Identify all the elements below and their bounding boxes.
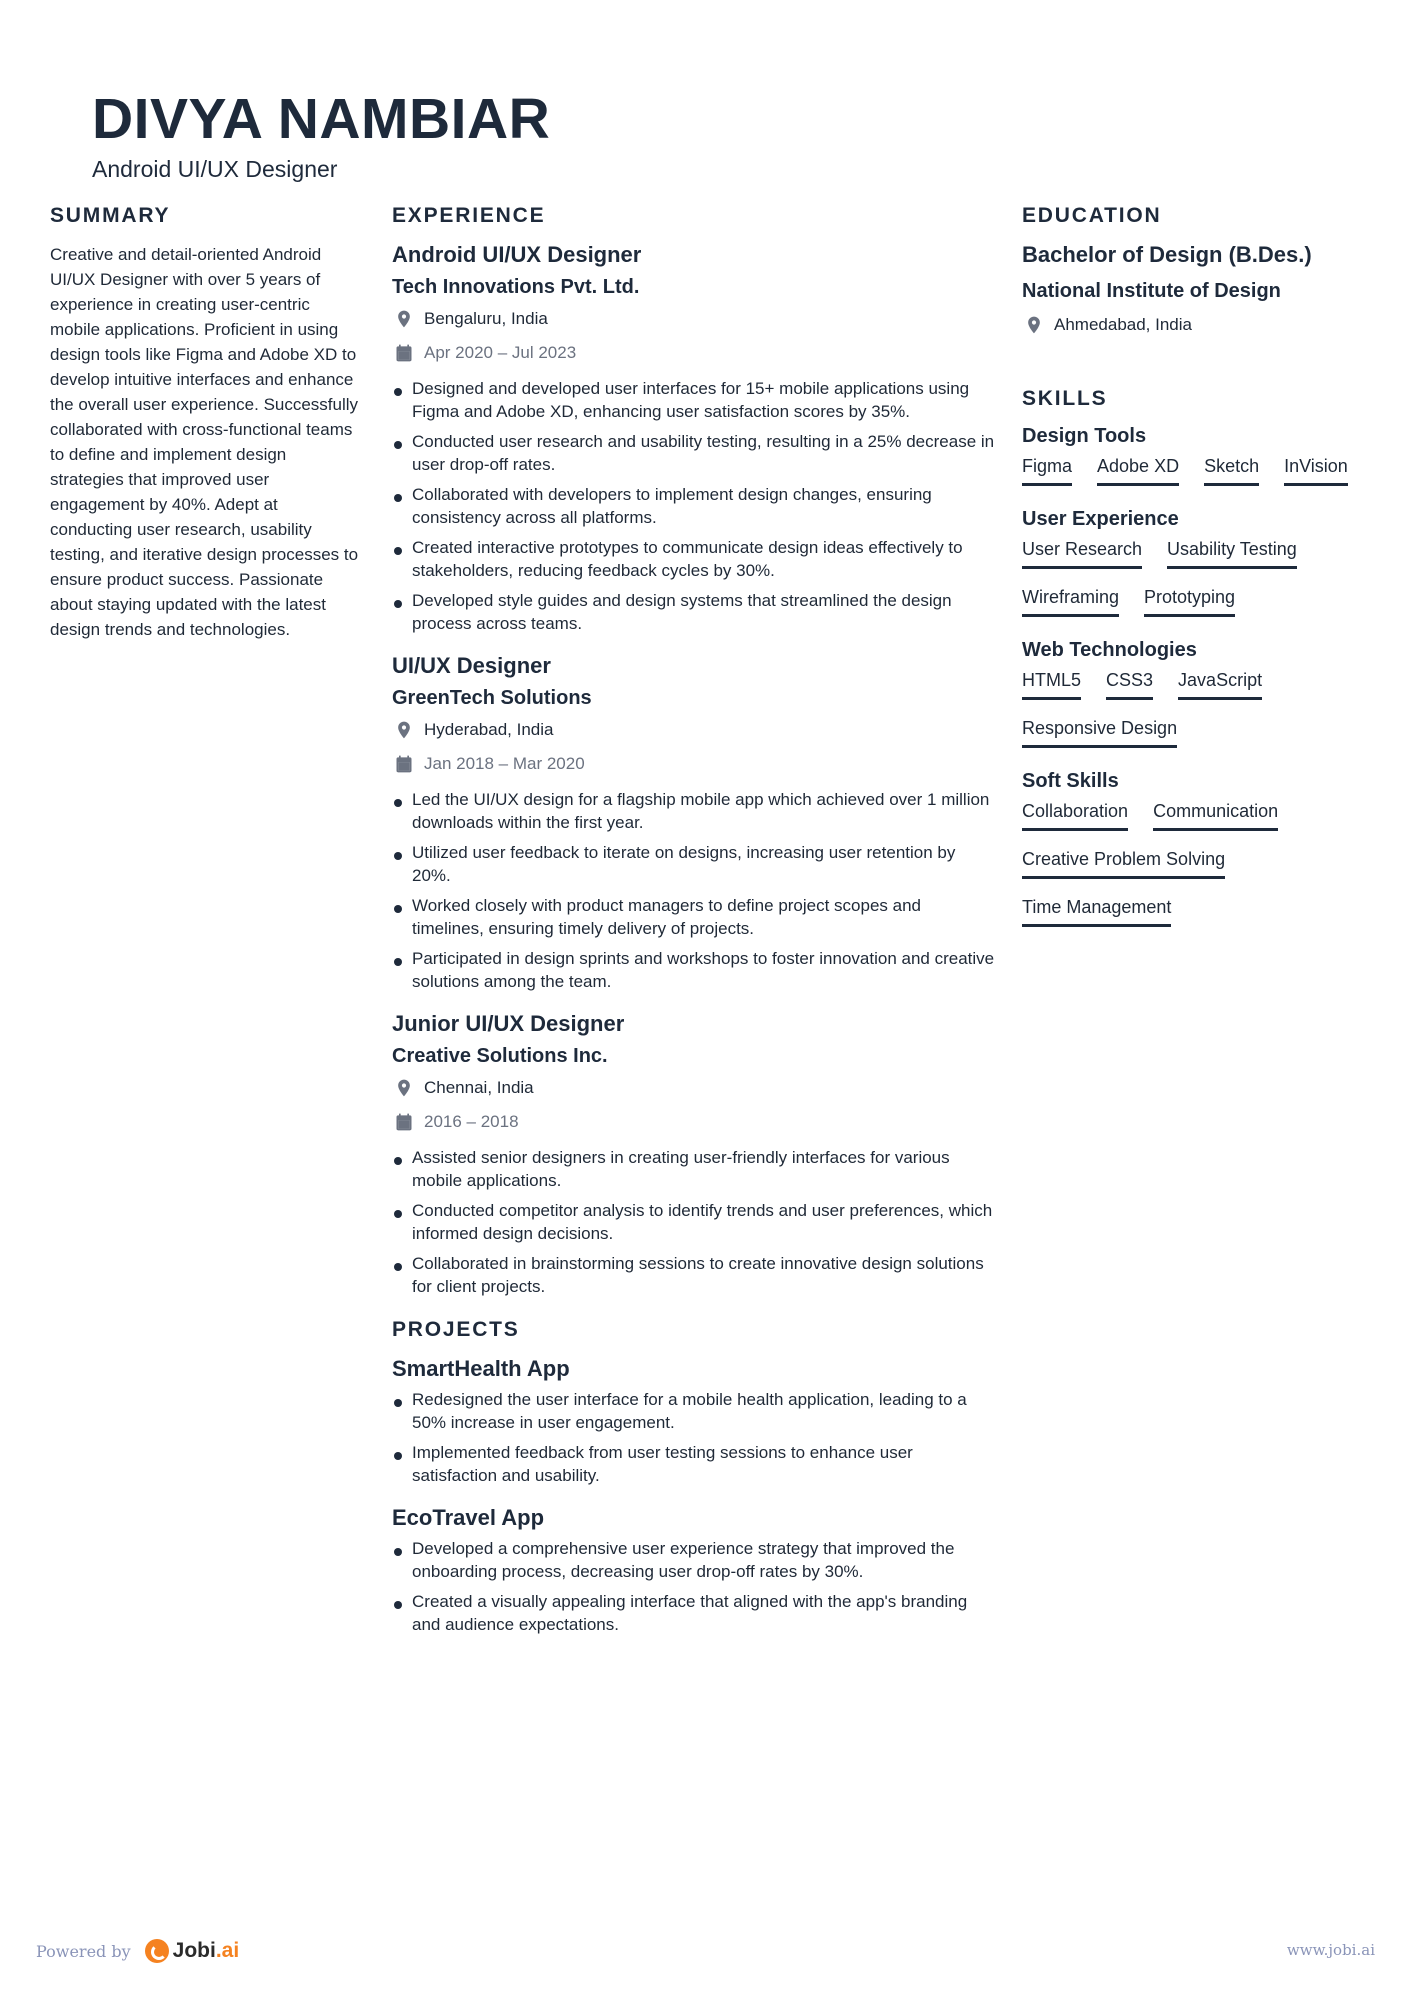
section-title-skills: SKILLS xyxy=(1022,387,1108,410)
job-bullets xyxy=(392,377,997,635)
education-skills-column xyxy=(1022,204,1372,949)
job-location-text: Hyderabad, India xyxy=(424,720,554,739)
skill-tag: Adobe XD xyxy=(1097,456,1179,486)
job-company: GreenTech Solutions xyxy=(392,687,592,709)
project-name: EcoTravel App xyxy=(392,1505,545,1530)
candidate-role: Android UI/UX Designer xyxy=(92,156,338,182)
skill-tag: Prototyping xyxy=(1144,587,1235,617)
job-dates xyxy=(392,1112,997,1132)
job-dates-text: Jan 2018 – Mar 2020 xyxy=(424,754,585,773)
job-bullet: Collaborated with developers to implement design changes, ensuring consistency across all platforms. xyxy=(392,483,997,529)
skill-tag: Communication xyxy=(1153,801,1278,831)
job-dates-text: Apr 2020 – Jul 2023 xyxy=(424,343,577,362)
job-bullet: Collaborated in brainstorming sessions to create innovative design solutions for client projects. xyxy=(392,1252,997,1298)
site-link[interactable]: www.jobi.ai xyxy=(1286,1941,1375,1959)
job-bullet: Participated in design sprints and workshops to foster innovation and creative solutions among the team. xyxy=(392,947,997,993)
skill-category: Web Technologies xyxy=(1022,639,1197,661)
skill-group xyxy=(1022,639,1372,748)
job-title: Junior UI/UX Designer xyxy=(392,1011,625,1036)
job-bullet: Conducted user research and usability testing, resulting in a 25% decrease in user drop-off rates. xyxy=(392,430,997,476)
education-school: National Institute of Design xyxy=(1022,280,1281,302)
job-bullet: Led the UI/UX design for a flagship mobile app which achieved over 1 million downloads within the first year. xyxy=(392,788,997,834)
calendar-icon xyxy=(394,343,414,363)
experience-item xyxy=(392,242,997,635)
candidate-name: DIVYA NAMBIAR xyxy=(92,87,551,151)
job-bullet: Developed style guides and design systems that streamlined the design process across teams. xyxy=(392,589,997,635)
project-bullets xyxy=(392,1388,997,1487)
jobi-logo-icon xyxy=(145,1939,169,1963)
job-bullet: Utilized user feedback to iterate on designs, increasing user retention by 20%. xyxy=(392,841,997,887)
job-location xyxy=(392,1078,997,1098)
projects-list xyxy=(392,1356,997,1636)
skill-category: User Experience xyxy=(1022,508,1179,530)
powered-by-text: Powered by xyxy=(36,1941,131,1961)
job-company: Tech Innovations Pvt. Ltd. xyxy=(392,276,640,298)
project-item xyxy=(392,1505,997,1636)
skill-tag: Responsive Design xyxy=(1022,718,1177,748)
skill-tag: Collaboration xyxy=(1022,801,1128,831)
skill-category: Soft Skills xyxy=(1022,770,1119,792)
job-bullet: Created interactive prototypes to communicate design ideas effectively to stakeholders, reducing feedback cycles by 30%. xyxy=(392,536,997,582)
logo-main-text: Jobi xyxy=(172,1939,216,1962)
job-dates xyxy=(392,754,997,774)
summary-text: Creative and detail-oriented Android UI/UX Designer with over 5 years of experience in creating user-centric mobile applications. Proficient in using design tools like Figma and Adobe XD to develop intuitive interfaces and enhance the overall user experience. Successfully collaborated with cross-functional teams to define and implement design strategies that improved user engagement by 40%. Adept at conducting user research, usability testing, and iterative design processes to ensure product success. Passionate about staying updated with the latest design trends and technologies. xyxy=(50,245,359,639)
project-item xyxy=(392,1356,997,1487)
skill-tag: Creative Problem Solving xyxy=(1022,849,1225,879)
job-bullet: Worked closely with product managers to define project scopes and timelines, ensuring timely delivery of projects. xyxy=(392,894,997,940)
skill-category: Design Tools xyxy=(1022,425,1147,447)
skill-tag: Wireframing xyxy=(1022,587,1119,617)
job-bullet: Assisted senior designers in creating user-friendly interfaces for various mobile applications. xyxy=(392,1146,997,1192)
experience-item xyxy=(392,653,997,993)
calendar-icon xyxy=(394,1112,414,1132)
skill-tag: Sketch xyxy=(1204,456,1259,486)
footer xyxy=(0,1935,1411,1995)
job-dates-text: 2016 – 2018 xyxy=(424,1112,519,1131)
calendar-icon xyxy=(394,754,414,774)
jobi-logo[interactable] xyxy=(145,1939,240,1963)
project-bullet: Redesigned the user interface for a mobile health application, leading to a 50% increase in user engagement. xyxy=(392,1388,997,1434)
job-title: Android UI/UX Designer xyxy=(392,242,642,267)
location-pin-icon xyxy=(1024,315,1044,335)
job-bullet: Designed and developed user interfaces for 15+ mobile applications using Figma and Adobe XD, enhancing user satisfaction scores by 35%. xyxy=(392,377,997,423)
skill-group xyxy=(1022,425,1372,486)
powered-by xyxy=(36,1939,239,1963)
summary-section xyxy=(50,204,360,642)
resume-header xyxy=(92,86,550,183)
job-bullets xyxy=(392,788,997,993)
education-location-text: Ahmedabad, India xyxy=(1054,315,1192,334)
skill-tag: HTML5 xyxy=(1022,670,1081,700)
skills-list xyxy=(1022,425,1372,927)
skill-tag: CSS3 xyxy=(1106,670,1153,700)
education-location xyxy=(1022,315,1372,335)
section-title-education: EDUCATION xyxy=(1022,204,1162,227)
section-title-summary: SUMMARY xyxy=(50,204,171,227)
experience-column xyxy=(392,204,997,1654)
project-bullets xyxy=(392,1537,997,1636)
job-company: Creative Solutions Inc. xyxy=(392,1045,608,1067)
location-pin-icon xyxy=(394,1078,414,1098)
section-title-projects: PROJECTS xyxy=(392,1318,520,1341)
experience-item xyxy=(392,1011,997,1298)
skill-tag: User Research xyxy=(1022,539,1142,569)
skill-tag: Usability Testing xyxy=(1167,539,1297,569)
experience-list xyxy=(392,242,997,1298)
job-title: UI/UX Designer xyxy=(392,653,551,678)
skill-group xyxy=(1022,770,1372,927)
skill-tag: Figma xyxy=(1022,456,1072,486)
logo-suffix-text: .ai xyxy=(215,1939,240,1962)
job-bullets xyxy=(392,1146,997,1298)
job-location xyxy=(392,720,997,740)
skill-tag: Time Management xyxy=(1022,897,1171,927)
job-location xyxy=(392,309,997,329)
skill-tags xyxy=(1022,801,1372,927)
skill-tags xyxy=(1022,670,1372,748)
skill-tags xyxy=(1022,539,1372,617)
job-location-text: Bengaluru, India xyxy=(424,309,548,328)
skill-group xyxy=(1022,508,1372,617)
skill-tags xyxy=(1022,456,1372,486)
education-degree: Bachelor of Design (B.Des.) xyxy=(1022,242,1312,267)
project-name: SmartHealth App xyxy=(392,1356,570,1381)
job-bullet: Conducted competitor analysis to identify trends and user preferences, which informed design decisions. xyxy=(392,1199,997,1245)
location-pin-icon xyxy=(394,720,414,740)
skill-tag: JavaScript xyxy=(1178,670,1262,700)
job-dates xyxy=(392,343,997,363)
location-pin-icon xyxy=(394,309,414,329)
project-bullet: Developed a comprehensive user experience strategy that improved the onboarding process, decreasing user drop-off rates by 30%. xyxy=(392,1537,997,1583)
skill-tag: InVision xyxy=(1284,456,1348,486)
project-bullet: Implemented feedback from user testing sessions to enhance user satisfaction and usability. xyxy=(392,1441,997,1487)
project-bullet: Created a visually appealing interface that aligned with the app's branding and audience expectations. xyxy=(392,1590,997,1636)
job-location-text: Chennai, India xyxy=(424,1078,534,1097)
section-title-experience: EXPERIENCE xyxy=(392,204,546,227)
